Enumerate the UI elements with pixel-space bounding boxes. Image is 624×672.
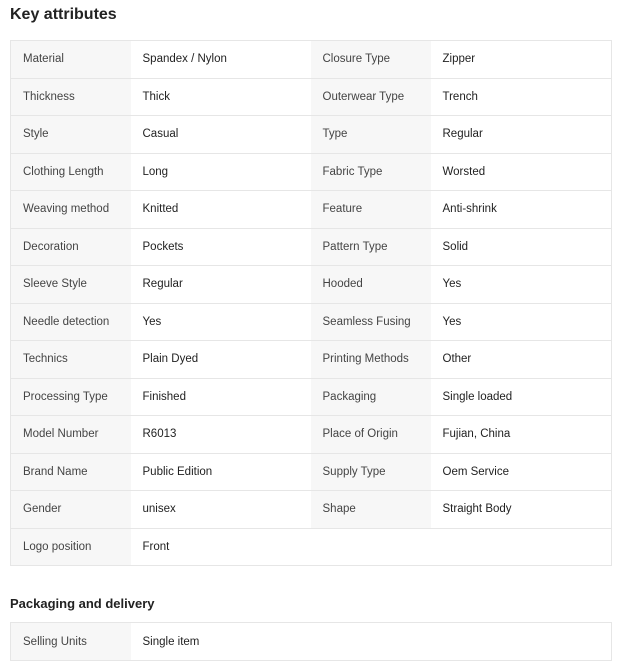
table-row bbox=[11, 453, 612, 491]
attribute-value: Yes bbox=[431, 303, 612, 341]
table-row bbox=[11, 191, 612, 229]
attribute-label: Packaging bbox=[311, 378, 431, 416]
attribute-label: Thickness bbox=[11, 78, 131, 116]
table-row bbox=[11, 153, 612, 191]
attribute-value: Straight Body bbox=[431, 491, 612, 529]
attribute-label: Outerwear Type bbox=[311, 78, 431, 116]
attribute-value: R6013 bbox=[131, 416, 311, 454]
attribute-value: Worsted bbox=[431, 153, 612, 191]
attribute-value: Long bbox=[131, 153, 311, 191]
table-row bbox=[11, 116, 612, 154]
attribute-label: Pattern Type bbox=[311, 228, 431, 266]
packaging-delivery-table bbox=[10, 622, 612, 661]
attribute-value: Regular bbox=[431, 116, 612, 154]
attribute-label: Type bbox=[311, 116, 431, 154]
table-row bbox=[11, 378, 612, 416]
key-attributes-title: Key attributes bbox=[10, 6, 117, 23]
attribute-value: Spandex / Nylon bbox=[131, 41, 311, 79]
table-row bbox=[11, 228, 612, 266]
attribute-label: Hooded bbox=[311, 266, 431, 304]
attribute-value: Fujian, China bbox=[431, 416, 612, 454]
attribute-label: Decoration bbox=[11, 228, 131, 266]
attribute-label: Supply Type bbox=[311, 453, 431, 491]
attribute-label: Closure Type bbox=[311, 41, 431, 79]
attribute-value: Public Edition bbox=[131, 453, 311, 491]
attribute-label: Brand Name bbox=[11, 453, 131, 491]
table-row bbox=[11, 623, 612, 661]
attribute-value: Front bbox=[131, 528, 311, 566]
attribute-value: Other bbox=[431, 341, 612, 379]
attribute-value: Plain Dyed bbox=[131, 341, 311, 379]
attribute-label: Style bbox=[11, 116, 131, 154]
attribute-value: Zipper bbox=[431, 41, 612, 79]
attribute-value: Regular bbox=[131, 266, 311, 304]
attribute-value: Yes bbox=[431, 266, 612, 304]
attribute-value: Anti-shrink bbox=[431, 191, 612, 229]
attribute-value: Trench bbox=[431, 78, 612, 116]
attribute-value: Single loaded bbox=[431, 378, 612, 416]
attribute-label: Fabric Type bbox=[311, 153, 431, 191]
table-row bbox=[11, 41, 612, 79]
attribute-value: Pockets bbox=[131, 228, 311, 266]
attribute-label: Clothing Length bbox=[11, 153, 131, 191]
table-row bbox=[11, 341, 612, 379]
attribute-label: Processing Type bbox=[11, 378, 131, 416]
attribute-label: Weaving method bbox=[11, 191, 131, 229]
table-row bbox=[11, 78, 612, 116]
attribute-label: Logo position bbox=[11, 528, 131, 566]
attribute-label: Printing Methods bbox=[311, 341, 431, 379]
table-row bbox=[11, 528, 612, 566]
attribute-value: Single item bbox=[131, 623, 311, 661]
packaging-delivery-title: Packaging and delivery bbox=[10, 596, 155, 611]
attribute-label: Technics bbox=[11, 341, 131, 379]
empty-cell bbox=[311, 528, 431, 566]
attribute-value: Oem Service bbox=[431, 453, 612, 491]
attribute-value: Thick bbox=[131, 78, 311, 116]
attribute-value: Solid bbox=[431, 228, 612, 266]
table-row bbox=[11, 266, 612, 304]
attribute-value: Finished bbox=[131, 378, 311, 416]
empty-cell bbox=[311, 623, 431, 661]
attribute-label: Model Number bbox=[11, 416, 131, 454]
attribute-label: Shape bbox=[311, 491, 431, 529]
key-attributes-table bbox=[10, 40, 612, 566]
attribute-label: Gender bbox=[11, 491, 131, 529]
attribute-label: Place of Origin bbox=[311, 416, 431, 454]
attribute-value: unisex bbox=[131, 491, 311, 529]
attribute-value: Casual bbox=[131, 116, 311, 154]
attribute-label: Needle detection bbox=[11, 303, 131, 341]
attribute-label: Selling Units bbox=[11, 623, 131, 661]
attribute-label: Feature bbox=[311, 191, 431, 229]
empty-cell bbox=[431, 528, 612, 566]
table-row bbox=[11, 491, 612, 529]
attribute-value: Knitted bbox=[131, 191, 311, 229]
empty-cell bbox=[431, 623, 612, 661]
attribute-label: Sleeve Style bbox=[11, 266, 131, 304]
table-row bbox=[11, 416, 612, 454]
table-row bbox=[11, 303, 612, 341]
attribute-label: Seamless Fusing bbox=[311, 303, 431, 341]
attribute-value: Yes bbox=[131, 303, 311, 341]
attribute-label: Material bbox=[11, 41, 131, 79]
